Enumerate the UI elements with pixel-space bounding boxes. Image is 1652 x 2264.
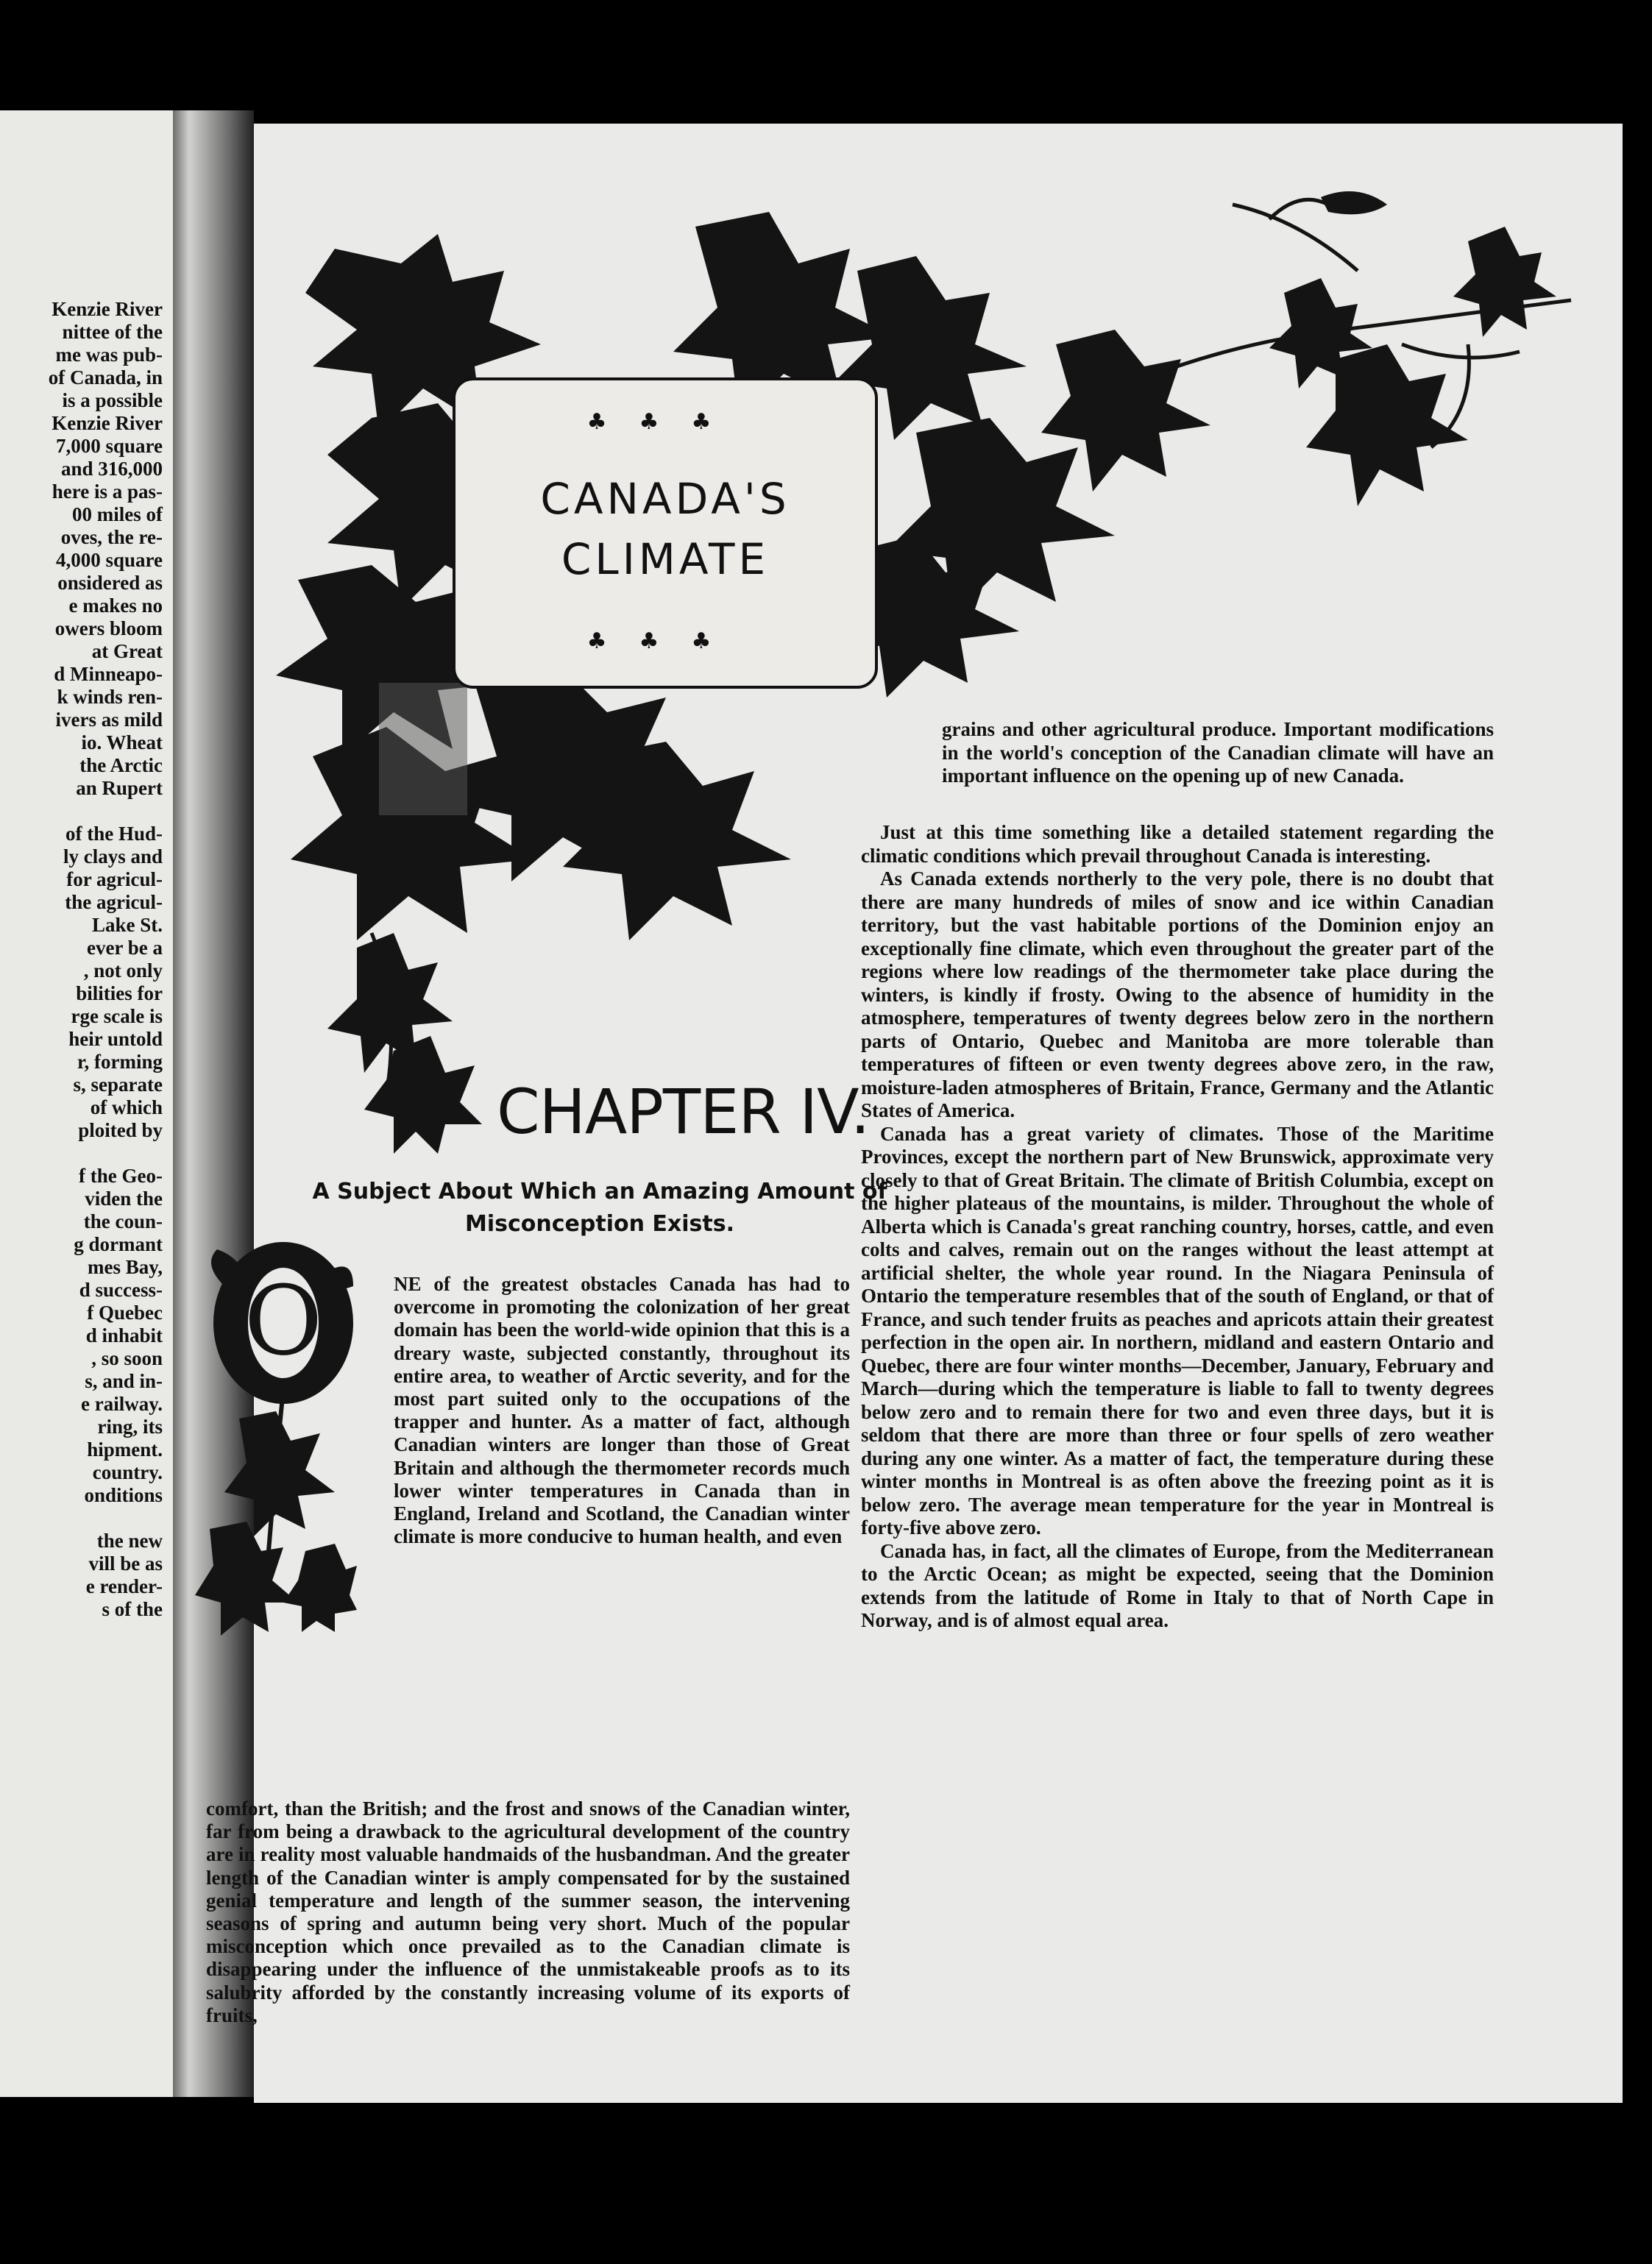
clover-ornament-bottom: ♣♣♣ [586, 628, 744, 654]
left-page-line: Kenzie River [52, 412, 163, 434]
left-page-line: nittee of the [62, 321, 163, 343]
left-page-line: the coun- [83, 1210, 163, 1232]
left-page-line: Kenzie River [52, 298, 163, 320]
left-page-line: the agricul- [65, 891, 163, 913]
left-page-line: e render- [85, 1575, 163, 1597]
right-column-main [861, 821, 1494, 1633]
left-page-line: d Minneapo- [54, 663, 163, 685]
left-page-line [0, 1507, 173, 1530]
left-page-line: ly clays and [63, 845, 163, 867]
left-page-line: the Arctic [79, 754, 163, 776]
left-page-line: , so soon [91, 1347, 163, 1369]
left-page-line: me was pub- [55, 344, 163, 366]
title-line-1: CANADA'S [540, 474, 790, 524]
right-page [206, 124, 1623, 2103]
left-page-line: of Canada, in [48, 366, 163, 388]
left-page-line: rge scale is [71, 1005, 163, 1027]
left-page-line: viden the [85, 1188, 163, 1210]
left-page-line: onditions [84, 1484, 163, 1506]
subtitle-line-1: A Subject About Which an Amazing Amount of [312, 1179, 887, 1204]
left-page-line: mes Bay, [87, 1256, 163, 1278]
left-page-line: oves, the re- [60, 526, 163, 548]
left-page-line: is a possible [62, 389, 163, 411]
left-page-line: heir untold [68, 1028, 163, 1050]
chapter-heading: CHAPTER IV. [497, 1076, 870, 1148]
clover-ornament-top: ♣♣♣ [586, 409, 744, 435]
subtitle-line-2: Misconception Exists. [465, 1211, 734, 1237]
ornamental-drop-cap [195, 1242, 357, 1639]
left-page-line: f the Geo- [79, 1165, 163, 1187]
left-page-line: io. Wheat [81, 731, 163, 753]
left-page-line: ploited by [78, 1119, 163, 1141]
left-page-line: of the Hud- [65, 823, 163, 845]
left-page-line: Lake St. [91, 914, 163, 936]
left-page-line: an Rupert [76, 777, 163, 799]
left-page-line: d success- [79, 1279, 163, 1301]
left-page-line: vill be as [88, 1552, 163, 1575]
title-text [455, 469, 875, 589]
right-paragraph: Just at this time something like a detailed statement regarding the climatic conditions which prevail throughout Canada is interesting. [861, 821, 1494, 867]
right-column-top [942, 718, 1494, 788]
left-page-line: hipment. [87, 1438, 163, 1461]
left-page-line: here is a pas- [52, 480, 163, 503]
left-page-line: for agricul- [66, 868, 163, 890]
left-page-line: r, forming [77, 1051, 163, 1073]
left-page [0, 110, 173, 2097]
drop-cap-letter: O [244, 1265, 323, 1377]
left-page-text [0, 298, 173, 1621]
left-page-line: 7,000 square [55, 435, 163, 457]
intro-text-rest: comfort, than the British; and the frost and snows of the Canadian winter, far from being a drawback to the agricultural development of the country are in reality most valuable handmaids of the husbandman. And the greater length of the Canadian winter is amply compensated for by the sustained genial temperature and length of the summer season, the intervening seasons of spring and autumn being very short. Much of the popular misconception which once prevailed as to the Canadian climate is disappearing under the influence of the unmistakeable proofs as to its salubrity afforded by the constantly increasing volume of its exports of fruits, [206, 1798, 850, 2026]
left-page-line: s, separate [73, 1074, 163, 1096]
left-page-line: f Quebec [87, 1302, 163, 1324]
left-page-line: owers bloom [54, 617, 163, 639]
title-line-2: CLIMATE [561, 534, 770, 584]
chapter-subtitle [232, 1176, 968, 1241]
intro-paragraph-first [394, 1273, 850, 1548]
left-page-line: s of the [102, 1598, 163, 1620]
right-paragraph: Canada has, in fact, all the climates of Europe, from the Mediterranean to the Arctic Ocean; as might be expected, seeing that the Dominion extends from the latitude of Rome in Italy to that of North Cape in Norway, and is of almost equal area. [861, 1539, 1494, 1631]
intro-text-first: NE of the greatest obstacles Canada has had to overcome in promoting the colonization of her great domain has been the world-wide opinion that this is a dreary waste, subjected constantly, throughout its entire area, to weather of Arctic severity, and for the most part suited only to the occupations of the trapper and hunter. As a matter of fact, although Canadian winters are longer than those of Great Britain and although the thermometer records much lower winter temperatures in Canada than in England, Ireland and Scotland, the Canadian winter climate is more conducive to human health, and even [394, 1273, 850, 1548]
left-page-line: g dormant [74, 1233, 163, 1255]
left-page-line: , not only [83, 959, 163, 982]
left-page-line: e makes no [68, 595, 163, 617]
right-paragraph: As Canada extends northerly to the very pole, there is no doubt that there are many hundreds of miles of snow and ice within Canadian territory, but the vast habitable portions of the Dominion enjoy an exceptionally fine climate, which even throughout the greater part of the regions where low readings of the thermometer take place during the winters, is kindly if frosty. Owing to the absence of humidity in the atmosphere, temperatures of twenty degrees below zero in the northern parts of Ontario, Quebec and Manitoba are more tolerable than temperatures of fifteen or even twenty degrees above zero, in the raw, moisture-laden atmospheres of Britain, France, Germany and the Atlantic States of America. [861, 867, 1494, 1121]
left-page-line: at Great [91, 640, 163, 662]
left-page-line: of which [90, 1096, 163, 1118]
left-page-line: s, and in- [85, 1370, 163, 1392]
left-page-line: onsidered as [57, 572, 163, 594]
left-page-line [0, 1142, 173, 1165]
left-page-line: ever be a [87, 937, 163, 959]
left-page-line: k winds ren- [57, 686, 163, 708]
left-page-line: country. [92, 1461, 163, 1483]
left-page-line: ring, its [97, 1416, 163, 1438]
right-top-text: grains and other agricultural produce. Important modifications in the world's conception of the Canadian climate will have an important influence on the opening up of new Canada. [942, 718, 1494, 787]
left-page-line: e railway. [81, 1393, 163, 1415]
left-page-line [0, 800, 173, 823]
left-page-line: ivers as mild [55, 709, 163, 731]
left-page-line: the new [96, 1530, 163, 1552]
title-panel [453, 377, 878, 689]
left-page-line: 4,000 square [55, 549, 163, 571]
left-page-line: and 316,000 [60, 458, 163, 480]
right-paragraph: Canada has a great variety of climates. Those of the Maritime Provinces, except the northern part of New Brunswick, approximate very closely to that of Great Britain. The climate of British Columbia, except on the higher plateaus of the mountains, is milder. Throughout the whole of Alberta which is Canada's great ranching country, horses, cattle, and even colts and calves, remain out on the ranges without the least attempt at artificial shelter, the whole year round. In the Niagara Peninsula of Ontario the temperature resembles that of the south of England, or that of France, and such tender fruits as peaches and apricots attain their greatest perfection in the open air. In northern, midland and eastern Ontario and Quebec, there are four winter months—December, January, February and March—during which the temperature is liable to fall to twenty degrees below zero and to remain there for two and even three days, but it is seldom that there are more than three or four spells of zero weather during any one winter. As a matter of fact, the temperature during these winter months in Montreal is as often above the freezing point as it is below zero. The average mean temperature for the year in Montreal is forty-five above zero. [861, 1122, 1494, 1539]
left-page-line: 00 miles of [72, 503, 163, 525]
left-page-line: bilities for [76, 982, 163, 1004]
intro-paragraph-rest [206, 1798, 850, 2027]
left-page-line: d inhabit [85, 1324, 163, 1346]
